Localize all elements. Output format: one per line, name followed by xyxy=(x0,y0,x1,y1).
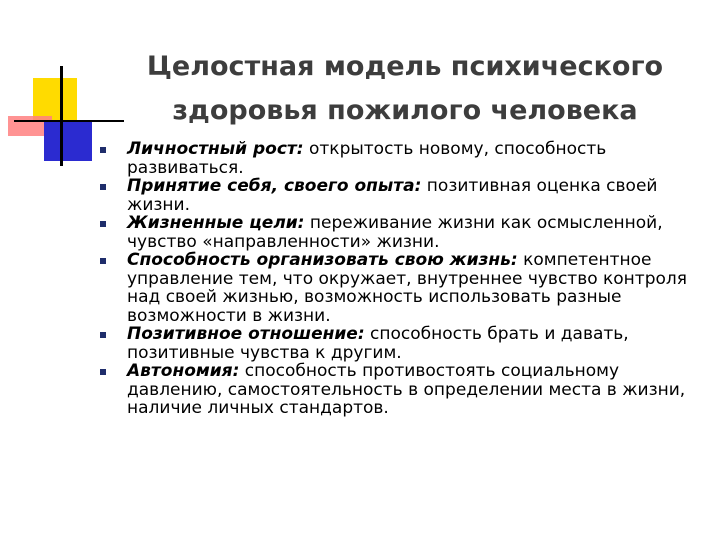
bullet-term: Способность организовать свою жизнь: xyxy=(127,250,518,270)
bullet-square-icon xyxy=(100,332,106,338)
bullet-text: открытость новому, способность развиваться. xyxy=(127,139,607,178)
bullet-item xyxy=(96,362,696,418)
bullet-text: позитивная оценка своей жизни. xyxy=(127,176,658,215)
bullet-term: Жизненные цели: xyxy=(127,213,305,233)
bullet-square-icon xyxy=(100,184,106,190)
bullet-item xyxy=(96,177,696,214)
bullet-list xyxy=(96,140,696,418)
bullet-square-icon xyxy=(100,221,106,227)
bullet-square-icon xyxy=(100,369,106,375)
bullet-item xyxy=(96,140,696,177)
bullet-square-icon xyxy=(100,147,106,153)
bullet-text: переживание жизни как осмысленной, чувство «направленности» жизни. xyxy=(127,213,663,252)
bullet-term: Личностный рост: xyxy=(127,139,304,159)
bullet-square-icon xyxy=(100,258,106,264)
slide-title: Целостная модель психического здоровья пожилого человека xyxy=(146,51,664,126)
blue-square xyxy=(44,121,92,161)
bullet-text: компетентное управление тем, что окружает, внутреннее чувство контроля над своей жизнью, возможность использовать разные возможности в жизни. xyxy=(127,250,687,326)
bullet-term: Позитивное отношение: xyxy=(127,324,365,344)
bullet-text: способность противостоять социальному давлению, самостоятельность в определении места в жизни, наличие личных стандартов. xyxy=(127,361,686,418)
bullet-text: способность брать и давать, позитивные чувства к другим. xyxy=(127,324,629,363)
bullet-item xyxy=(96,214,696,251)
bullet-item xyxy=(96,325,696,362)
bullet-term: Автономия: xyxy=(127,361,240,381)
bullet-term: Принятие себя, своего опыта: xyxy=(127,176,422,196)
bullet-item xyxy=(96,251,696,325)
vertical-line xyxy=(60,66,63,166)
